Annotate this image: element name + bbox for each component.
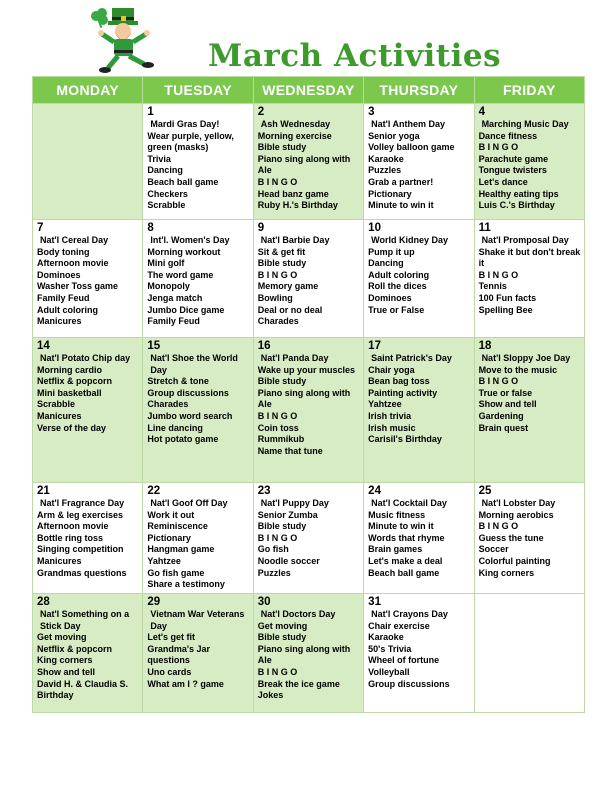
day-number: 22 <box>147 485 161 497</box>
activity-item: Bible study <box>257 142 307 153</box>
calendar-week-row <box>33 594 585 713</box>
activity-item: Nat'l Puppy Day <box>260 498 329 508</box>
weekday-header: FRIDAY <box>474 77 584 104</box>
activity-item: Let's get fit <box>147 632 196 643</box>
calendar-week-row <box>33 220 585 338</box>
activity-item: Dominoes <box>37 269 81 280</box>
activity-item: Arm & leg exercises <box>37 509 124 520</box>
activity-item: Sit & get fit <box>257 246 306 257</box>
activity-item: Washer Toss game <box>37 281 119 292</box>
activity-item: B I N G O <box>257 666 298 677</box>
activity-item: Name that tune <box>257 445 323 456</box>
activity-item: Hangman game <box>147 544 215 555</box>
calendar-day-cell <box>364 338 474 483</box>
activity-item: Morning workout <box>147 246 221 257</box>
activity-item: Singing competition <box>37 544 124 555</box>
activity-item: Pictionary <box>147 532 191 543</box>
calendar-day-cell <box>143 104 253 220</box>
activity-item: Piano sing along with Ale <box>257 153 351 176</box>
activity-item: B I N G O <box>257 532 298 543</box>
activity-item: Nat'l Sloppy Joe Day <box>481 353 571 363</box>
activity-item: Scrabble <box>37 399 76 410</box>
activity-item: Saint Patrick's Day <box>371 353 452 363</box>
activity-item: Int'l. Women's Day <box>150 235 230 245</box>
activity-item: Ash Wednesday <box>260 119 331 129</box>
activity-item: Uno cards <box>147 666 192 677</box>
activity-item: Spelling Bee <box>478 304 533 315</box>
activity-item: Chair exercise <box>368 620 430 631</box>
calendar-day-cell <box>474 104 584 220</box>
activity-item: Dancing <box>368 258 404 269</box>
activity-item: Guess the tune <box>478 532 544 543</box>
activity-item: Wheel of fortune <box>368 655 440 666</box>
activity-item: Scrabble <box>147 200 186 211</box>
activity-item: Words that rhyme <box>368 532 445 543</box>
activity-item: Shake it but don't break it <box>478 246 581 269</box>
activity-item: Jumbo Dice game <box>147 304 225 315</box>
day-number: 7 <box>37 222 44 234</box>
activity-item: Morning exercise <box>257 130 332 141</box>
activity-item: Tennis <box>478 281 507 292</box>
day-number: 16 <box>257 340 271 352</box>
day-number: 31 <box>368 596 381 608</box>
activity-item: Vietnam War Veterans Day <box>150 609 245 631</box>
activity-item: Senior Zumba <box>257 509 318 520</box>
activity-item: The word game <box>147 269 214 280</box>
activity-item: Family Feud <box>147 316 200 327</box>
activity-item: Get moving <box>37 632 87 643</box>
day-number: 15 <box>147 340 161 352</box>
day-number: 18 <box>478 340 492 352</box>
activity-item: Yahtzee <box>147 555 181 566</box>
calendar-week-row <box>33 104 585 220</box>
activity-item: Get moving <box>257 620 308 631</box>
calendar-day-cell <box>364 220 474 338</box>
activity-item: Body toning <box>37 246 90 257</box>
activity-item: Manicures <box>37 410 82 421</box>
weekday-header-row <box>33 77 585 104</box>
day-number: 14 <box>37 340 50 352</box>
activity-item: Nat'l Shoe the World Day <box>150 353 238 375</box>
activity-item: B I N G O <box>478 269 519 280</box>
day-number: 30 <box>257 596 271 608</box>
activity-item: 100 Fun facts <box>478 292 537 303</box>
activity-item: Go fish game <box>147 567 205 578</box>
activity-item: King corners <box>478 567 535 578</box>
calendar-day-cell <box>33 483 143 594</box>
activity-item: Gardening <box>478 410 524 421</box>
activity-item: Dance fitness <box>478 130 538 141</box>
activity-item: Mini basketball <box>37 387 102 398</box>
activity-item: Carisil's Birthday <box>368 434 442 445</box>
calendar-day-cell <box>474 338 584 483</box>
activity-item: Nat'l Doctors Day <box>260 609 336 619</box>
activity-item: What am I ? game <box>147 678 224 689</box>
activity-item: Nat'l Crayons Day <box>371 609 448 619</box>
activity-item: Nat'l Barbie Day <box>260 235 330 245</box>
activity-item: Bible study <box>257 521 307 532</box>
activity-item: Manicures <box>37 555 82 566</box>
activity-item: Beach ball game <box>147 176 219 187</box>
activity-item: Manicures <box>37 316 82 327</box>
day-number: 29 <box>147 596 161 608</box>
activity-item: Bowling <box>257 292 293 303</box>
activity-item: Nat'l Goof Off Day <box>150 498 228 508</box>
activity-item: Volley balloon game <box>368 142 455 153</box>
activity-item: Roll the dices <box>368 281 427 292</box>
activity-item: Luis C.'s Birthday <box>478 200 555 211</box>
activity-item: Deal or no deal <box>257 304 323 315</box>
calendar-day-cell <box>143 220 253 338</box>
day-number: 28 <box>37 596 50 608</box>
activity-item: Pictionary <box>368 188 412 199</box>
activity-item: Senior yoga <box>368 130 420 141</box>
page-title: March Activities <box>208 38 502 74</box>
calendar-day-cell <box>143 594 253 713</box>
activity-item: Wear purple, yellow, green (masks) <box>147 130 234 153</box>
calendar-day-cell <box>253 594 363 713</box>
activity-item: B I N G O <box>478 142 519 153</box>
calendar-day-cell <box>474 594 584 713</box>
weekday-header: MONDAY <box>33 77 143 104</box>
day-number: 21 <box>37 485 50 497</box>
calendar-day-cell <box>33 220 143 338</box>
activity-item: Afternoon movie <box>37 258 109 269</box>
activity-item: Minute to win it <box>368 521 434 532</box>
activity-item: Netflix & popcorn <box>37 643 113 654</box>
activity-item: Puzzles <box>257 567 291 578</box>
activity-item: Music fitness <box>368 509 426 520</box>
activity-item: Nat'l Promposal Day <box>481 235 569 245</box>
activity-item: Line dancing <box>147 422 203 433</box>
activity-item: Pump it up <box>368 246 415 257</box>
activity-item: Charades <box>257 316 299 327</box>
activity-item: Brain games <box>368 544 423 555</box>
activity-item: Mini golf <box>147 258 185 269</box>
activity-item: Piano sing along with Ale <box>257 387 351 410</box>
activity-item: Marching Music Day <box>481 119 569 129</box>
activity-item: Bible study <box>257 376 307 387</box>
calendar-day-cell <box>364 104 474 220</box>
activity-item: Bible study <box>257 258 307 269</box>
activity-item: Minute to win it <box>368 200 434 211</box>
activity-item: Chair yoga <box>368 364 415 375</box>
activity-item: Afternoon movie <box>37 521 109 532</box>
calendar-day-cell <box>364 483 474 594</box>
day-number: 25 <box>478 485 492 497</box>
activity-item: Karaoke <box>368 632 404 643</box>
activity-item: Go fish <box>257 544 289 555</box>
activity-item: Show and tell <box>37 666 96 677</box>
activity-item: Group discussions <box>147 387 229 398</box>
page-header <box>0 0 612 78</box>
calendar-day-cell <box>33 594 143 713</box>
activity-item: World Kidney Day <box>371 235 449 245</box>
day-number: 1 <box>147 106 154 118</box>
activity-item: Colorful painting <box>478 555 551 566</box>
activity-item: B I N G O <box>478 521 519 532</box>
weekday-header: WEDNESDAY <box>253 77 363 104</box>
activity-item: Charades <box>147 399 189 410</box>
day-number: 24 <box>368 485 381 497</box>
activity-item: Nat'l Cocktail Day <box>371 498 447 508</box>
activity-item: Nat'l Fragrance Day <box>40 498 125 508</box>
activity-item: David H. & Claudia S. Birthday <box>37 678 129 701</box>
activity-item: 50's Trivia <box>368 643 412 654</box>
activity-item: Netflix & popcorn <box>37 376 113 387</box>
activity-item: True or False <box>368 304 425 315</box>
activity-item: Grandma's Jar questions <box>147 643 211 666</box>
activity-item: Volleyball <box>368 666 410 677</box>
activity-item: Jokes <box>257 690 284 701</box>
day-number: 3 <box>368 106 375 118</box>
activity-item: Memory game <box>257 281 319 292</box>
activity-item: Beach ball game <box>368 567 440 578</box>
day-number: 8 <box>147 222 154 234</box>
activity-item: Share a testimony <box>147 579 225 590</box>
activity-item: Show and tell <box>478 399 537 410</box>
activity-item: B I N G O <box>257 269 298 280</box>
activity-item: Nat'l Something on a Stick Day <box>40 609 130 631</box>
calendar-day-cell <box>143 338 253 483</box>
day-number: 10 <box>368 222 381 234</box>
calendar-day-cell <box>253 483 363 594</box>
activity-item: Adult coloring <box>368 269 430 280</box>
activity-item: Nat'l Anthem Day <box>371 119 445 129</box>
day-number: 11 <box>478 222 491 234</box>
calendar-week-row <box>33 483 585 594</box>
activity-item: Karaoke <box>368 153 404 164</box>
activity-item: B I N G O <box>257 410 298 421</box>
activity-item: Dancing <box>147 165 183 176</box>
activity-item: Move to the music <box>478 364 558 375</box>
activity-item: Group discussions <box>368 678 450 689</box>
activity-item: Yahtzee <box>368 399 402 410</box>
calendar-day-cell <box>33 338 143 483</box>
activity-item: Let's dance <box>478 176 528 187</box>
activity-item: Nat'l Panda Day <box>260 353 329 363</box>
calendar-day-cell <box>33 104 143 220</box>
day-number: 4 <box>478 106 485 118</box>
activity-item: Bean bag toss <box>368 376 430 387</box>
leprechaun-icon <box>82 4 178 78</box>
activity-item: Reminiscence <box>147 521 208 532</box>
activity-item: Stretch & tone <box>147 376 209 387</box>
activity-item: Irish trivia <box>368 410 412 421</box>
calendar-day-cell <box>364 594 474 713</box>
activity-item: Wake up your muscles <box>257 364 355 375</box>
activity-item: Break the ice game <box>257 678 340 689</box>
calendar-day-cell <box>253 338 363 483</box>
activity-item: Work it out <box>147 509 195 520</box>
day-number: 2 <box>257 106 265 118</box>
activity-item: B I N G O <box>257 176 298 187</box>
calendar-day-cell <box>474 220 584 338</box>
activity-item: Jenga match <box>147 292 203 303</box>
weekday-header: TUESDAY <box>143 77 253 104</box>
calendar-day-cell <box>143 483 253 594</box>
activity-item: Ruby H.'s Birthday <box>257 200 338 211</box>
activity-item: Monopoly <box>147 281 190 292</box>
activity-item: Rummikub <box>257 434 305 445</box>
day-number: 23 <box>257 485 271 497</box>
activity-item: Dominoes <box>368 292 412 303</box>
activity-item: Noodle soccer <box>257 555 320 566</box>
activity-item: Coin toss <box>257 422 299 433</box>
calendar-day-cell <box>253 220 363 338</box>
activity-item: Head banz game <box>257 188 329 199</box>
activity-item: Family Feud <box>37 292 90 303</box>
calendar-day-cell <box>474 483 584 594</box>
activity-item: Verse of the day <box>37 422 107 433</box>
activity-item: Bible study <box>257 632 307 643</box>
activity-item: Piano sing along with Ale <box>257 643 351 666</box>
activity-item: Tongue twisters <box>478 165 547 176</box>
activity-item: Mardi Gras Day! <box>150 119 220 129</box>
activity-item: Morning aerobics <box>478 509 554 520</box>
activity-item: Soccer <box>478 544 509 555</box>
activity-item: Brain quest <box>478 422 529 433</box>
activity-item: Checkers <box>147 188 188 199</box>
activity-item: B I N G O <box>478 376 519 387</box>
day-number: 9 <box>257 222 265 234</box>
activity-item: Bottle ring toss <box>37 532 104 543</box>
activity-item: Parachute game <box>478 153 549 164</box>
activity-item: Nat'l Lobster Day <box>481 498 556 508</box>
activity-item: Nat'l Potato Chip day <box>40 353 131 363</box>
activity-item: Trivia <box>147 153 171 164</box>
activity-item: Adult coloring <box>37 304 98 315</box>
activity-item: Jumbo word search <box>147 410 233 421</box>
activity-item: Morning cardio <box>37 364 102 375</box>
activity-item: Grab a partner! <box>368 176 434 187</box>
activity-item: Let's make a deal <box>368 555 443 566</box>
day-number: 17 <box>368 340 381 352</box>
activity-item: King corners <box>37 655 93 666</box>
calendar-day-cell <box>253 104 363 220</box>
activity-item: Puzzles <box>368 165 402 176</box>
activity-item: Hot potato game <box>147 434 219 445</box>
activity-item: Painting activity <box>368 387 438 398</box>
weekday-header: THURSDAY <box>364 77 474 104</box>
calendar-table <box>32 76 585 713</box>
calendar-week-row <box>33 338 585 483</box>
activity-item: Grandmas questions <box>37 567 127 578</box>
activity-item: Healthy eating tips <box>478 188 559 199</box>
activity-item: Irish music <box>368 422 416 433</box>
activity-item: Nat'l Cereal Day <box>40 235 109 245</box>
activity-item: True or false <box>478 387 533 398</box>
